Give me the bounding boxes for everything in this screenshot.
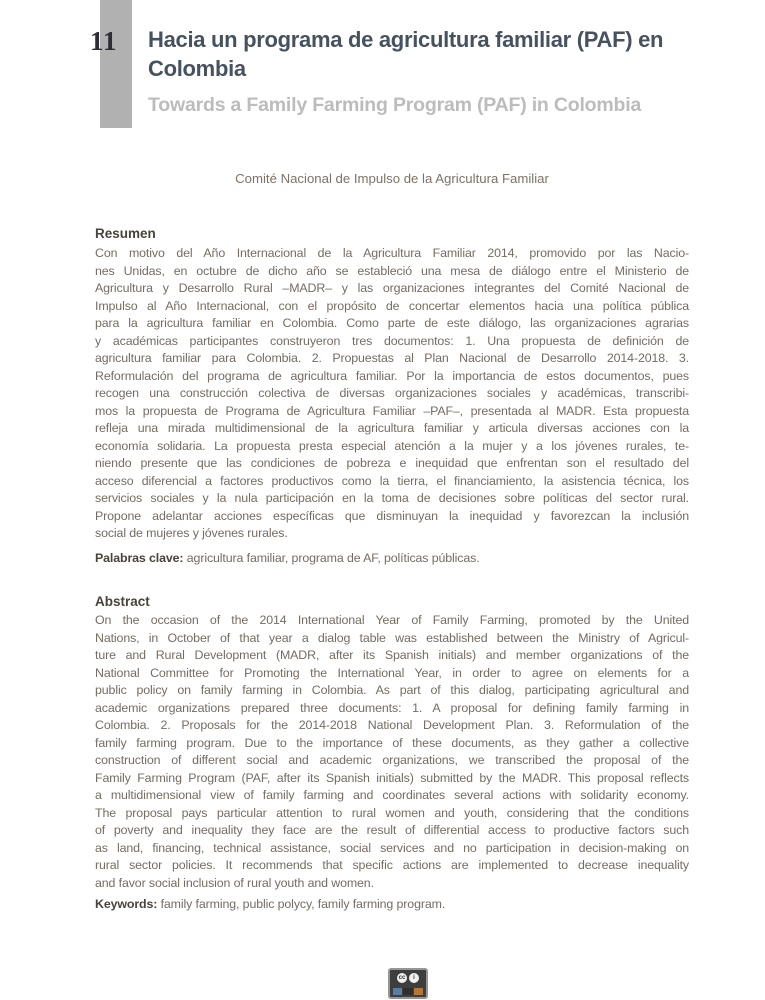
cc-circle-icon: cc [398,975,406,981]
text-line: para la agricultura familiar en Colombia. Como parte de este diálogo, las organizaciones agrarias [95,316,689,330]
cc-license-badge-icon [388,968,428,999]
palabras-clave-line [95,551,689,565]
text-line: Propone adelantar acciones específicas que disminuyan la inequidad y favorezcan la inclusión [95,508,689,523]
palabras-clave-label: Palabras clave: [95,551,184,565]
text-line: National Committee for Promoting the International Year, in order to agree on elements for a [95,665,689,680]
text-line: y académicas participantes construyeron tres documentos: 1. Una propuesta de definición de [95,333,689,348]
text-line: Impulso al Año Internacional, con el propósito de concertar elementos hacia una política pública [95,298,689,313]
text-line: On the occasion of the 2014 International Year of Family Farming, promoted by the United [95,613,689,627]
text-line: servicios sociales y la nula participación en la toma de decisiones sobre políticas del sector rural. [95,491,689,505]
text-line: Hacia un programa de agricultura familiar (PAF) en [148,27,664,52]
abstract-heading: Abstract [95,594,150,609]
text-line: rural sector policies. It recommends that specific actions are implemented to decrease inequality [95,858,689,872]
text-line: Agricultura y Desarrollo Rural –MADR– y las organizaciones integrantes del Comité Nacional de [95,281,689,295]
text-line: a multidimensional view of family farming and coordinates several actions with solidarity economy. [95,788,689,802]
text-line: recogen una construcción colectiva de diversas organizaciones sociales y académicas, transcribi- [95,386,689,400]
text-line: Nations, in October of that year a dialog table was established between the Ministry of Agricul- [95,630,689,645]
text-line: agricultura familiar para Colombia. 2. Propuestas al Plan Nacional de Desarrollo 2014-2018. 3. [95,351,689,365]
author-line: Comité Nacional de Impulso de la Agricultura Familiar [235,171,549,186]
text-line: family farming program. Due to the importance of these documents, as they gather a collective [95,735,689,750]
text-line: construction of different social and academic organizations, we transcribed the proposal of the [95,753,689,767]
text-line: and favor social inclusion of rural youth and women. [95,875,374,890]
chapter-number-bar [100,0,132,128]
text-line: ture and Rural Development (MADR, after its Spanish initials) and member organizations of the [95,648,689,662]
text-line: Family Farming Program (PAF, after its Spanish initials) submitted by the MADR. This proposal reflects [95,770,689,785]
text-line: Colombia [148,56,246,81]
keywords-text: family farming, public polycy, family farming program. [157,897,446,911]
keywords-line [95,897,689,911]
text-line: nes Unidas, en octubre de dicho año se estableció una mesa de diálogo entre el Ministerio de [95,263,689,278]
chapter-number: 11 [90,26,118,56]
article-title-english: Towards a Family Farming Program (PAF) in Colombia [148,94,642,116]
cc-by-icon: i [409,973,419,983]
text-line: refleja una mirada multidimensional de la agricultura familiar y articula diversas acciones con la [95,421,689,435]
text-line: niendo presente que las condiciones de pobreza e inequidad que enfrentan son el resultado del [95,456,689,470]
article-title-spanish [148,25,693,83]
text-line: Colombia. 2. Proposals for the 2014-2018 National Development Plan. 3. Reformulation of the [95,718,689,732]
text-line: economía solidaria. La propuesta presta especial atención a la mujer y a los jóvenes rurales, te- [95,438,689,453]
palabras-clave-text: agricultura familiar, programa de AF, políticas públicas. [183,551,480,565]
text-line: The proposal pays particular attention to rural women and youth, considering that the conditions [95,805,689,820]
cc-badge-strip [393,988,423,995]
resumen-heading: Resumen [95,226,156,241]
text-line: of poverty and inequality they face are the result of differential access to productive factors such [95,823,689,837]
cc-icon-row [390,973,426,983]
abstract-paragraph [95,612,689,892]
text-line: mos la propuesta de Programa de Agricultura Familiar –PAF–, presentada al MADR. Esta propuesta [95,403,689,418]
keywords-label: Keywords: [95,897,158,911]
text-line: academic organizations prepared three documents: 1. A proposal for defining family farming in [95,700,689,715]
resumen-paragraph [95,245,689,543]
text-line: Reformulación del programa de agricultura familiar. Por la importancia de estos documentos, pues [95,368,689,383]
text-line: public policy on family farming in Colombia. As part of this dialog, participating agricultural and [95,683,689,697]
text-line: acceso diferencial a factores productivos como la tierra, el financiamiento, la asistencia técnica, los [95,473,689,488]
text-line: as land, financing, technical assistance, social services and no participation in decision-making on [95,840,689,855]
text-line: social de mujeres y jóvenes rurales. [95,526,288,540]
text-line: Con motivo del Año Internacional de la Agricultura Familiar 2014, promovido por las Nacio- [95,246,689,260]
